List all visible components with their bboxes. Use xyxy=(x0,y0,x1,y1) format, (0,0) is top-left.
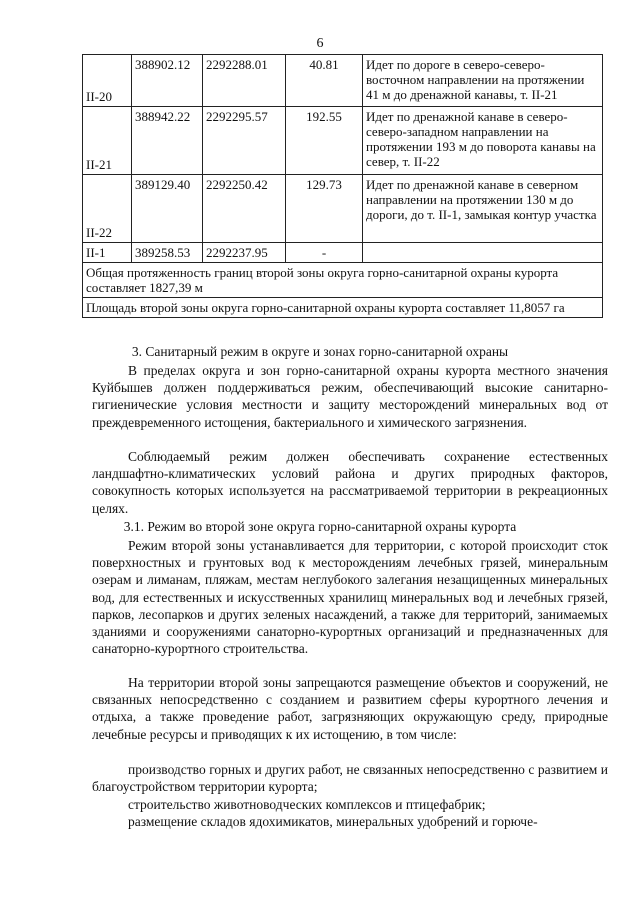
x-coord-cell: 389258.53 xyxy=(132,243,203,263)
description-cell: Идет по дренажной канаве в северо-северо-западном направлении на протяжении 193 м до поворота канавы на север, т. II-22 xyxy=(363,107,603,175)
section-3-paragraph-1: В пределах округа и зон горно-санитарной охраны курорта местного значения Куйбышев должен поддерживаться режим, обеспечивающий высокие санитарно-гигиенические условия местности и защиту месторождений минеральных вод от преждевременного истощения, бактериального и химического загрязнения. xyxy=(92,363,608,430)
point-cell: II-20 xyxy=(83,55,132,107)
length-cell: - xyxy=(286,243,363,263)
point-cell: II-1 xyxy=(83,243,132,263)
x-coord-cell: 388942.22 xyxy=(132,107,203,175)
table-row xyxy=(83,175,603,243)
length-cell: 129.73 xyxy=(286,175,363,243)
x-coord-cell: 388902.12 xyxy=(132,55,203,107)
description-cell xyxy=(363,243,603,263)
section-3-heading: 3. Санитарный режим в округе и зонах горно-санитарной охраны xyxy=(131,344,509,359)
restriction-item: производство горных и других работ, не связанных непосредственно с развитием и благоустройством территории курорта; xyxy=(92,762,608,795)
area-cell: Площадь второй зоны округа горно-санитарной охраны курорта составляет 11,8057 га xyxy=(83,298,603,318)
page-number: 6 xyxy=(316,36,324,51)
table-summary-row xyxy=(83,298,603,318)
restriction-item: строительство животноводческих комплексов и птицефабрик; xyxy=(128,797,486,812)
table-summary-row xyxy=(83,263,603,298)
x-coord-cell: 389129.40 xyxy=(132,175,203,243)
table-row xyxy=(83,107,603,175)
total-length-cell: Общая протяженность границ второй зоны округа горно-санитарной охраны курорта составляет 1827,39 м xyxy=(83,263,603,298)
section-3-paragraph-2: Соблюдаемый режим должен обеспечивать сохранение естественных ландшафтно-климатических условий района и других природных факторов, совокупность которых используется на рассматриваемой территории в рекреационных целях. xyxy=(92,449,608,516)
coordinates-table xyxy=(82,54,603,318)
point-cell: II-22 xyxy=(83,175,132,243)
section-3-1-heading: 3.1. Режим во второй зоне округа горно-санитарной охраны курорта xyxy=(123,519,517,534)
point-cell: II-21 xyxy=(83,107,132,175)
table-row xyxy=(83,243,603,263)
section-3-1-paragraph-1: Режим второй зоны устанавливается для территории, с которой происходит сток поверхностных и грунтовых вод к месторождениям лечебных грязей, минеральным озерам и лиманам, пляжам, местам неглубокого залегания незащищенных минеральных вод, для естественных и искусственных хранилищ минеральных вод и лечебных грязей, парков, лесопарков и других зеленых насаждений, а также для территорий, занимаемых зданиями и сооружениями санаторно-курортных организаций и предназначенных для санаторно-курортного строительства. xyxy=(92,538,608,657)
table-row xyxy=(83,55,603,107)
description-cell: Идет по дороге в северо-северо-восточном направлении на протяжении 41 м до дренажной канавы, т. II-21 xyxy=(363,55,603,107)
y-coord-cell: 2292237.95 xyxy=(203,243,286,263)
length-cell: 40.81 xyxy=(286,55,363,107)
restriction-item: размещение складов ядохимикатов, минеральных удобрений и горюче- xyxy=(128,814,538,829)
y-coord-cell: 2292288.01 xyxy=(203,55,286,107)
length-cell: 192.55 xyxy=(286,107,363,175)
description-cell: Идет по дренажной канаве в северном направлении на протяжении 130 м до дороги, до т. II-1, замыкая контур участка xyxy=(363,175,603,243)
y-coord-cell: 2292250.42 xyxy=(203,175,286,243)
y-coord-cell: 2292295.57 xyxy=(203,107,286,175)
section-3-1-paragraph-2: На территории второй зоны запрещаются размещение объектов и сооружений, не связанных непосредственно с созданием и развитием сферы курортного лечения и отдыха, а также проведение работ, загрязняющих окружающую среду, природные лечебные ресурсы и приводящих к их истощению, в том числе: xyxy=(92,675,608,742)
